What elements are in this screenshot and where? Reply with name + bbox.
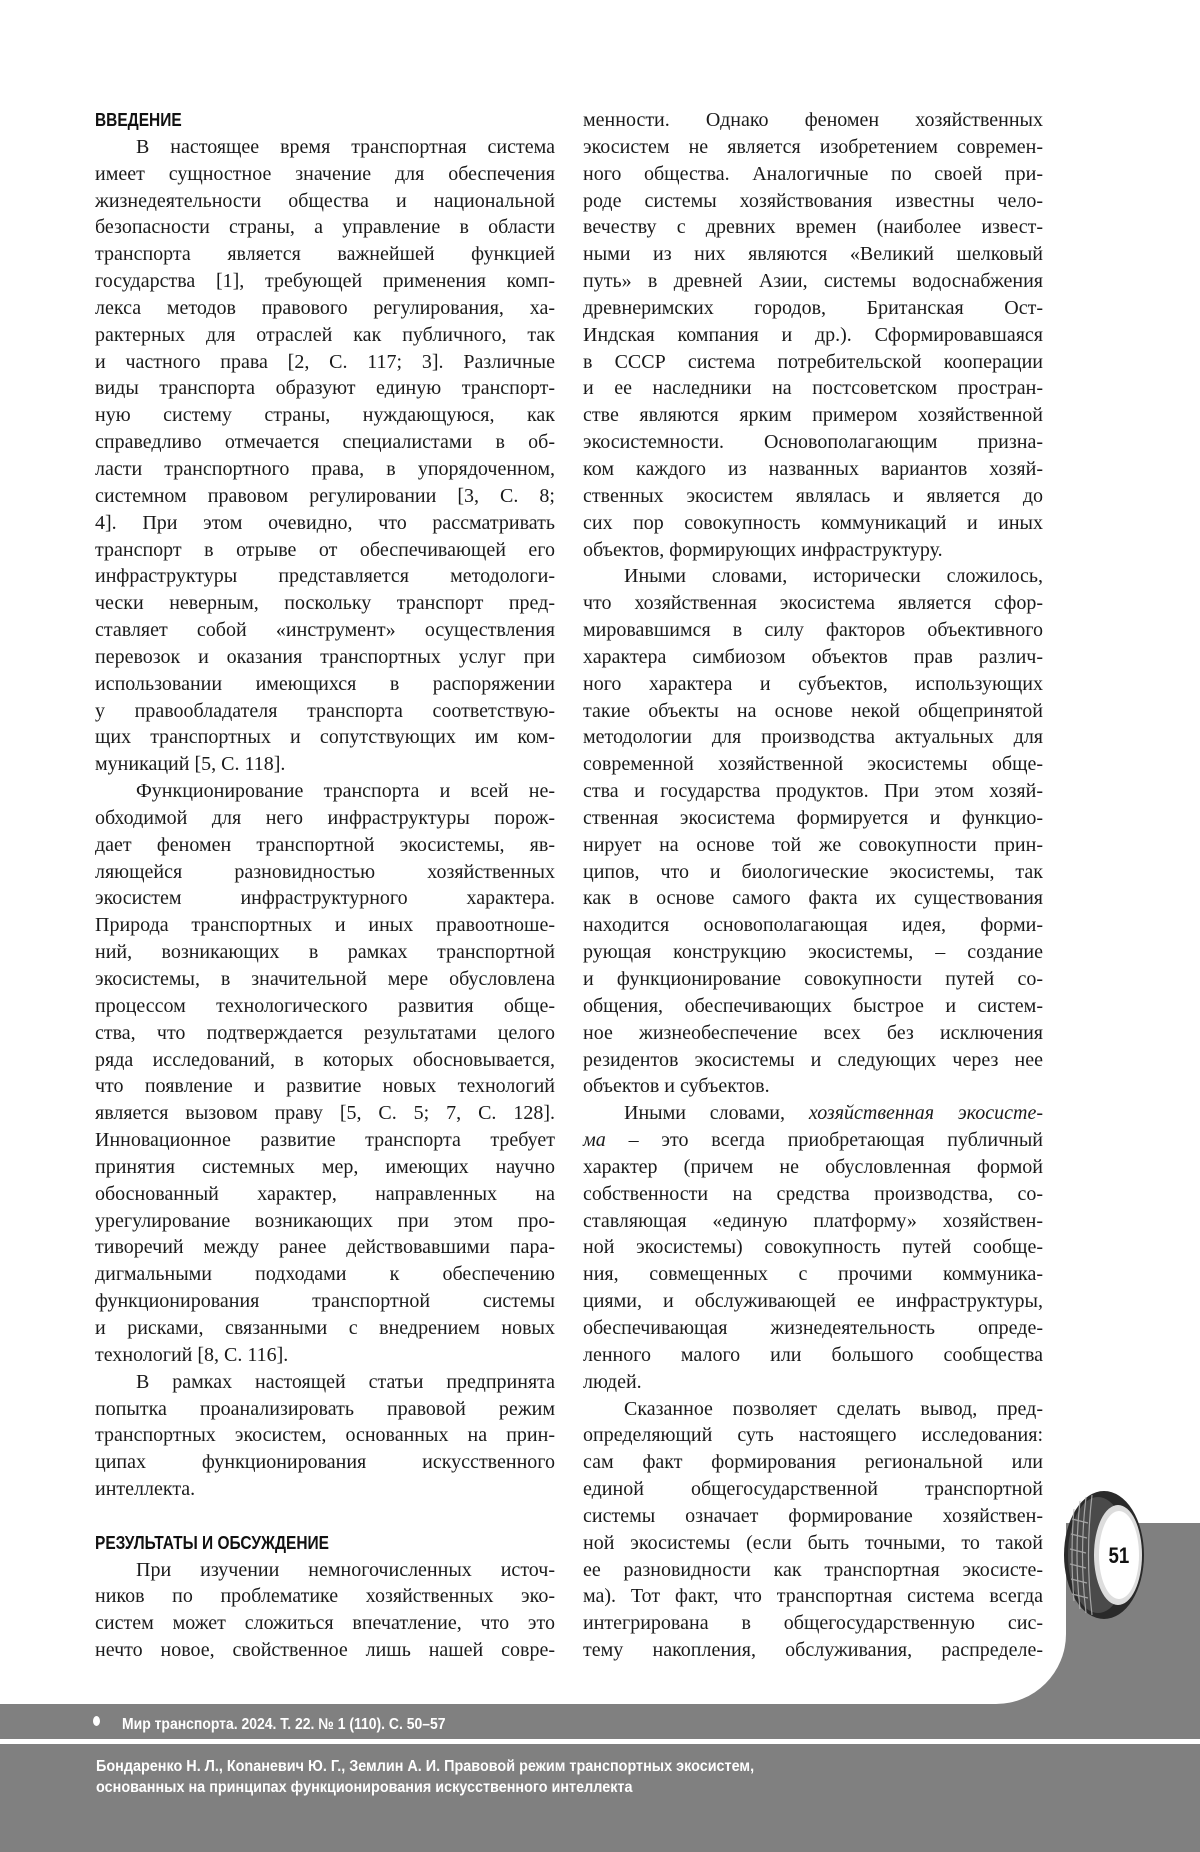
text-line: обходимой для него инфраструктуры порож- xyxy=(95,805,555,832)
text-line: Природа транспортных и иных правоотноше- xyxy=(95,912,555,939)
text-line: ее разновидности как транспортная экосисте- xyxy=(583,1557,1043,1584)
emphasized-text: ма xyxy=(583,1129,606,1151)
text-line: Сказанное позволяет сделать вывод, пред- xyxy=(583,1396,1043,1423)
text-line: имеет сущностное значение для обеспечения xyxy=(95,161,555,188)
text-line: 4]. При этом очевидно, что рассматривать xyxy=(95,510,555,537)
text-line: ников по проблематике хозяйственных эко- xyxy=(95,1583,555,1610)
text-line: экосистем инфраструктурного характера. xyxy=(95,885,555,912)
text-line: ком каждого из названных вариантов хозяй- xyxy=(583,456,1043,483)
text-line: справедливо отмечается специалистами в об- xyxy=(95,429,555,456)
text-line: ную систему страны, нуждающуюся, как xyxy=(95,402,555,429)
text-line: экосистемности. Основополагающим призна- xyxy=(583,429,1043,456)
text-line: определяющий суть настоящего исследования: xyxy=(583,1422,1043,1449)
text-line: процессом технологического развития обще- xyxy=(95,993,555,1020)
text-line: стве являются ярким примером хозяйственной xyxy=(583,402,1043,429)
section-heading: РЕЗУЛЬТАТЫ И ОБСУЖДЕНИЕ xyxy=(95,1530,491,1557)
text-line: принятия системных мер, имеющих научно xyxy=(95,1154,555,1181)
text-line: единой общегосударственной транспортной xyxy=(583,1476,1043,1503)
text-line: виды транспорта образуют единую транспорт- xyxy=(95,375,555,402)
text-line: менности. Однако феномен хозяйственных xyxy=(583,107,1043,134)
text-line: ного общества. Аналогичные по своей при- xyxy=(583,161,1043,188)
text-line: что хозяйственная экосистема является сфор- xyxy=(583,590,1043,617)
left-column xyxy=(95,107,555,1664)
text-line: перевозок и оказания транспортных услуг при xyxy=(95,644,555,671)
text-span: Иными словами, xyxy=(624,1102,809,1124)
bullet-icon xyxy=(93,1716,100,1726)
paragraph xyxy=(583,1100,1043,1395)
text-line: ставляет собой «инструмент» осуществления xyxy=(95,617,555,644)
text-line: муникаций [5, С. 118]. xyxy=(95,751,555,778)
text-line: собственности на средства производства, со- xyxy=(583,1181,1043,1208)
text-line: функционирования транспортной системы xyxy=(95,1288,555,1315)
text-line: ния, совмещенных с прочими коммуника- xyxy=(583,1261,1043,1288)
text-line: путь» в древней Азии, системы водоснабжения xyxy=(583,268,1043,295)
paragraph xyxy=(583,563,1043,1100)
text-line: Индская компания и др.). Сформировавшаяся xyxy=(583,322,1043,349)
text-line: ставляющая «единую платформу» хозяйствен- xyxy=(583,1208,1043,1235)
text-line: и ее наследники на постсоветском простран- xyxy=(583,375,1043,402)
text-line: Инновационное развитие транспорта требует xyxy=(95,1127,555,1154)
text-line: в СССР система потребительской кооперации xyxy=(583,349,1043,376)
text-line: системы означает формирование хозяйствен- xyxy=(583,1503,1043,1530)
text-line: мировавшимся в силу факторов объективного xyxy=(583,617,1043,644)
spacer xyxy=(95,1503,555,1530)
text-line: интеллекта. xyxy=(95,1476,555,1503)
text-line: ласти транспортного права, в упорядоченном, xyxy=(95,456,555,483)
text-line: объектов и субъектов. xyxy=(583,1073,1043,1100)
section-heading: ВВЕДЕНИЕ xyxy=(95,107,491,134)
text-line: дигмальными подходами к обеспечению xyxy=(95,1261,555,1288)
text-line: безопасности страны, а управление в области xyxy=(95,214,555,241)
text-line: такие объекты на основе некой общепринятой xyxy=(583,698,1043,725)
text-line: транспорта является важнейшей функцией xyxy=(95,241,555,268)
text-line: транспорт в отрыве от обеспечивающей его xyxy=(95,537,555,564)
text-line: Функционирование транспорта и всей не- xyxy=(95,778,555,805)
text-line: дает феномен транспортной экосистемы, яв- xyxy=(95,832,555,859)
text-line: ний, возникающих в рамках транспортной xyxy=(95,939,555,966)
text-line xyxy=(583,1127,1043,1154)
text-line: При изучении немногочисленных источ- xyxy=(95,1557,555,1584)
paragraph xyxy=(583,1396,1043,1664)
text-line: ной экосистемы (если быть точными, то такой xyxy=(583,1530,1043,1557)
text-line: ства и государства продуктов. При этом хозяй- xyxy=(583,778,1043,805)
emphasized-text: хозяйственная экосисте- xyxy=(809,1102,1043,1124)
paragraph xyxy=(583,107,1043,563)
text-line: и рисками, связанными с внедрением новых xyxy=(95,1315,555,1342)
text-line: обеспечивающая жизнедеятельность опреде- xyxy=(583,1315,1043,1342)
text-line: людей. xyxy=(583,1369,1043,1396)
text-line: ципах функционирования искусственного xyxy=(95,1449,555,1476)
text-line: и частного права [2, С. 117; 3]. Различные xyxy=(95,349,555,376)
paragraph xyxy=(95,134,555,778)
text-line: ными из них являются «Великий шелковый xyxy=(583,241,1043,268)
text-line: методологии для производства актуальных для xyxy=(583,724,1043,751)
text-line: рующая конструкцию экосистемы, – создание xyxy=(583,939,1043,966)
text-line: рактерных для отраслей как публичного, так xyxy=(95,322,555,349)
right-column xyxy=(583,107,1043,1664)
text-line: вечеству с древних времен (наиболее извест- xyxy=(583,214,1043,241)
text-line: ной экосистемы) совокупность путей сообще- xyxy=(583,1234,1043,1261)
text-line: сих пор совокупность коммуникаций и иных xyxy=(583,510,1043,537)
text-line: тему накопления, обслуживания, распределе- xyxy=(583,1637,1043,1664)
text-line: использовании имеющихся в распоряжении xyxy=(95,671,555,698)
text-line: ства, что подтверждается результатами целого xyxy=(95,1020,555,1047)
paragraph xyxy=(95,1369,555,1503)
text-line: ляющейся разновидностью хозяйственных xyxy=(95,859,555,886)
text-line: нирует на основе той же совокупности прин- xyxy=(583,832,1043,859)
text-line: чески неверным, поскольку транспорт пред- xyxy=(95,590,555,617)
text-line: инфраструктуры представляется методологи- xyxy=(95,563,555,590)
text-line: сам факт формирования региональной или xyxy=(583,1449,1043,1476)
text-line: транспортных экосистем, основанных на прин- xyxy=(95,1422,555,1449)
text-line: и функционирование совокупности путей со- xyxy=(583,966,1043,993)
text-line: тиворечий между ранее действовавшими пара- xyxy=(95,1234,555,1261)
text-line: урегулирование возникающих при этом про- xyxy=(95,1208,555,1235)
text-line: находится основополагающая идея, форми- xyxy=(583,912,1043,939)
text-line: является вызовом праву [5, С. 5; 7, С. 128]. xyxy=(95,1100,555,1127)
text-line: В рамках настоящей статьи предпринята xyxy=(95,1369,555,1396)
text-line: ственная экосистема формируется и функцио- xyxy=(583,805,1043,832)
paragraph xyxy=(95,1557,555,1664)
text-line: Иными словами, исторически сложилось, xyxy=(583,563,1043,590)
text-line: резидентов экосистемы и следующих через нее xyxy=(583,1047,1043,1074)
text-line: государства [1], требующей применения комп- xyxy=(95,268,555,295)
citation-line: основанных на принципах функционирования искусственного интеллекта xyxy=(96,1779,632,1797)
text-line: ленного малого или большого сообщества xyxy=(583,1342,1043,1369)
text-line: характер (причем не обусловленная формой xyxy=(583,1154,1043,1181)
text-line: щих транспортных и сопутствующих им ком- xyxy=(95,724,555,751)
footer-divider xyxy=(0,1739,1200,1744)
text-line: ряда исследований, в которых обосновывается, xyxy=(95,1047,555,1074)
text-line: роде системы хозяйствования известны чело- xyxy=(583,188,1043,215)
text-line: современной хозяйственной экосистемы обще- xyxy=(583,751,1043,778)
tire-icon xyxy=(1062,1489,1146,1621)
text-line xyxy=(583,1100,1043,1127)
text-line: технологий [8, С. 116]. xyxy=(95,1342,555,1369)
text-line: ственных экосистем являлась и является до xyxy=(583,483,1043,510)
text-line: ципов, что и биологические экосистемы, так xyxy=(583,859,1043,886)
text-line: общения, обеспечивающих быстрое и систем- xyxy=(583,993,1043,1020)
text-line: экосистем не является изобретением современ- xyxy=(583,134,1043,161)
page-number-badge xyxy=(1062,1489,1146,1621)
journal-reference: Мир транспорта. 2024. Т. 22. № 1 (110). С. 50–57 xyxy=(122,1716,445,1734)
page-number: 51 xyxy=(1109,1545,1130,1569)
text-line: лекса методов правового регулирования, ха- xyxy=(95,295,555,322)
text-line: объектов, формирующих инфраструктуру. xyxy=(583,537,1043,564)
text-line: как в основе самого факта их существования xyxy=(583,885,1043,912)
text-line: ное жизнеобеспечение всех без исключения xyxy=(583,1020,1043,1047)
text-line: у правообладателя транспорта соответствую- xyxy=(95,698,555,725)
text-line: обоснованный характер, направленных на xyxy=(95,1181,555,1208)
text-line: характера симбиозом объектов прав различ- xyxy=(583,644,1043,671)
text-line: нечто новое, свойственное лишь нашей совре- xyxy=(95,1637,555,1664)
text-span: – это всегда приобретающая публичный xyxy=(606,1129,1043,1151)
text-line: ма). Тот факт, что транспортная система всегда xyxy=(583,1583,1043,1610)
paragraph xyxy=(95,778,555,1369)
text-line: систем может сложиться впечатление, что это xyxy=(95,1610,555,1637)
text-line: экосистемы, в значительной мере обусловлена xyxy=(95,966,555,993)
text-line: что появление и развитие новых технологий xyxy=(95,1073,555,1100)
text-line: жизнедеятельности общества и национальной xyxy=(95,188,555,215)
text-line: интегрирована в общегосударственную сис- xyxy=(583,1610,1043,1637)
text-line: древнеримских городов, Британская Ост- xyxy=(583,295,1043,322)
citation-line: Бондаренко Н. Л., Кonaневич Ю. Г., Землин А. И. Правовой режим транспортных экосистем, xyxy=(96,1758,754,1776)
text-line: системном правовом регулировании [3, С. 8; xyxy=(95,483,555,510)
text-line: ного характера и субъектов, использующих xyxy=(583,671,1043,698)
text-line: попытка проанализировать правовой режим xyxy=(95,1396,555,1423)
text-line: В настоящее время транспортная система xyxy=(95,134,555,161)
text-line: циями, и обслуживающей ее инфраструктуры, xyxy=(583,1288,1043,1315)
